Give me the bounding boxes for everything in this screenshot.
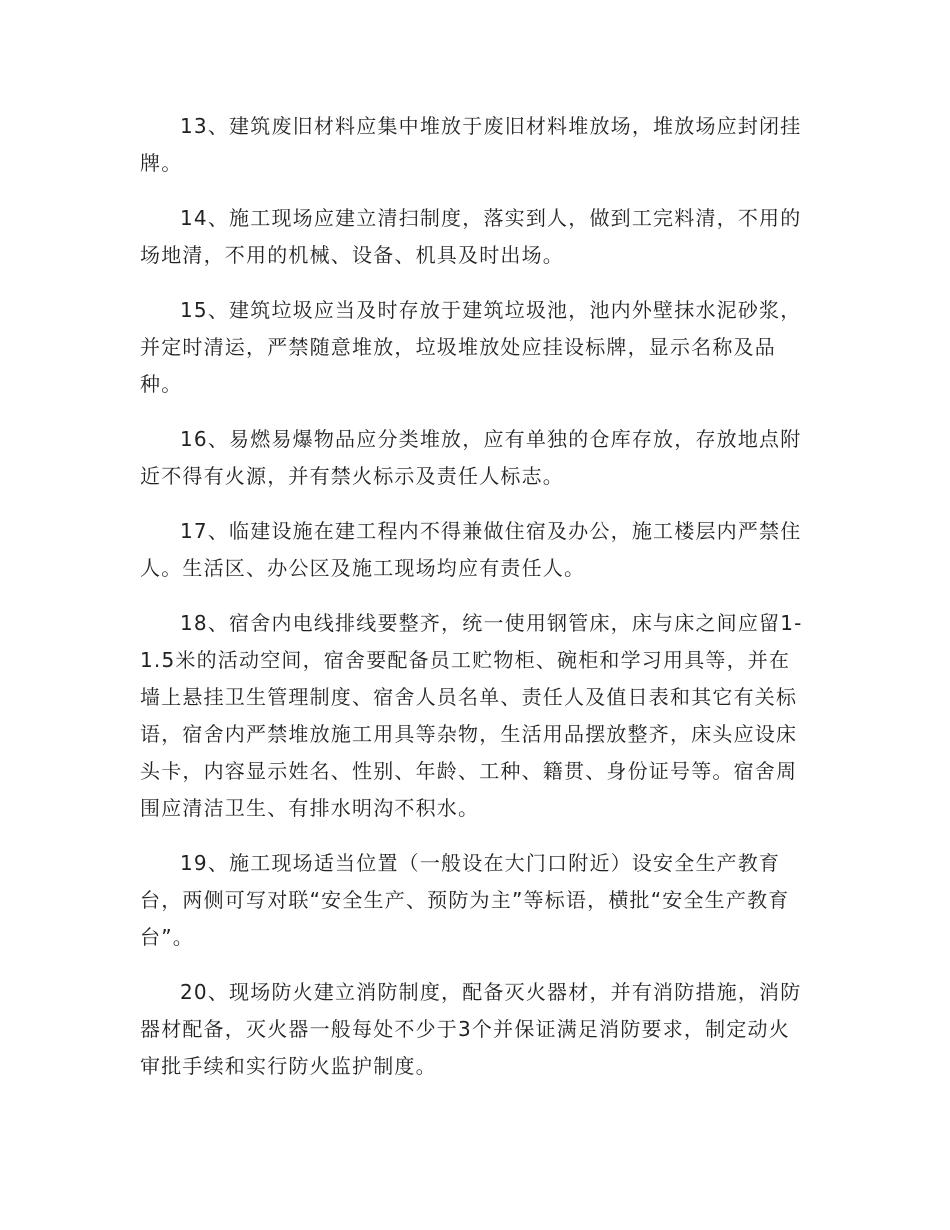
paragraph-15: 15、建筑垃圾应当及时存放于建筑垃圾池，池内外壁抹水泥砂浆，并定时清运，严禁随意堆放，垃圾堆放处应挂设标牌，显示名称及品种。 bbox=[140, 298, 802, 396]
document-body bbox=[140, 108, 810, 1103]
paragraph-13: 13、建筑废旧材料应集中堆放于废旧材料堆放场，堆放场应封闭挂牌。 bbox=[140, 114, 802, 175]
paragraph-14: 14、施工现场应建立清扫制度，落实到人，做到工完料清，不用的场地清，不用的机械、设备、机具及时出场。 bbox=[140, 206, 802, 267]
paragraph-16: 16、易燃易爆物品应分类堆放，应有单独的仓库存放，存放地点附近不得有火源，并有禁火标示及责任人标志。 bbox=[140, 427, 802, 488]
paragraph-18: 18、宿舍内电线排线要整齐，统一使用钢管床，床与床之间应留1-1.5米的活动空间，宿舍要配备员工贮物柜、碗柜和学习用具等，并在墙上悬挂卫生管理制度、宿舍人员名单、责任人及值日表和其它有关标语，宿舍内严禁堆放施工用具等杂物，生活用品摆放整齐，床头应设床头卡，内容显示姓名、性别、年龄、工种、籍贯、身份证号等。宿舍周围应清洁卫生、有排水明沟不积水。 bbox=[140, 611, 803, 820]
paragraph-19: 19、施工现场适当位置（一般设在大门口附近）设安全生产教育台，两侧可写对联“安全生产、预防为主”等标语，横批“安全生产教育台”。 bbox=[140, 851, 790, 949]
paragraph-20: 20、现场防火建立消防制度，配备灭火器材，并有消防措施，消防器材配备，灭火器一般每处不少于3个并保证满足消防要求，制定动火审批手续和实行防火监护制度。 bbox=[140, 980, 802, 1078]
paragraph-17: 17、临建设施在建工程内不得兼做住宿及办公，施工楼层内严禁住人。生活区、办公区及施工现场均应有责任人。 bbox=[140, 519, 802, 580]
